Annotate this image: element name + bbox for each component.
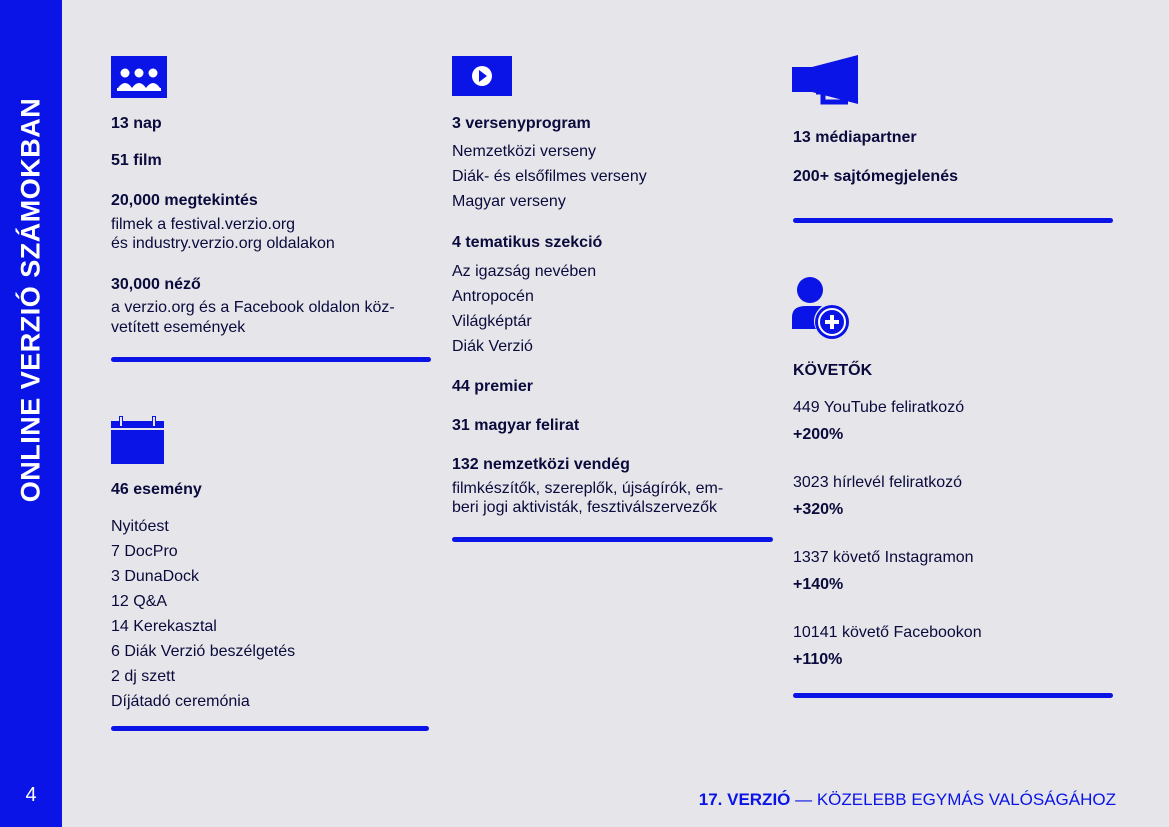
section-item: Diák Verzió [452, 338, 533, 355]
audience-icon [111, 56, 167, 98]
follower-label: 3023 hírlevél feliratkozó [793, 474, 962, 491]
follower-growth: +200% [793, 426, 844, 443]
event-item: 7 DocPro [111, 543, 178, 560]
follower-growth: +140% [793, 576, 844, 593]
event-item: 2 dj szett [111, 668, 176, 685]
stat-views-desc: és industry.verzio.org oldalakon [111, 235, 335, 252]
stat-views-heading: 20,000 megtekintés [111, 192, 258, 209]
divider [793, 693, 1113, 698]
stat-subtitles: 31 magyar felirat [452, 417, 580, 434]
followers-heading: KÖVETŐK [793, 362, 873, 379]
play-icon [452, 56, 512, 96]
page-number: 4 [25, 784, 37, 806]
follower-label: 449 YouTube feliratkozó [793, 399, 965, 416]
section-item: Antropocén [452, 288, 534, 305]
event-item: 3 DunaDock [111, 568, 200, 585]
program-item: Diák- és elsőfilmes verseny [452, 168, 647, 185]
stat-viewers-desc: vetített események [111, 319, 246, 336]
footer-edition: 17. VERZIÓ [698, 790, 791, 809]
stat-films: 51 film [111, 152, 162, 169]
divider [111, 726, 429, 731]
stat-press: 200+ sajtómegjelenés [793, 168, 958, 185]
megaphone-icon [792, 55, 860, 107]
divider [793, 218, 1113, 223]
follower-growth: +320% [793, 501, 844, 518]
sidebar [0, 0, 62, 827]
event-item: 14 Kerekasztal [111, 618, 217, 635]
sections-heading: 4 tematikus szekció [452, 234, 603, 251]
follower-label: 1337 követő Instagramon [793, 549, 974, 566]
divider [111, 357, 431, 362]
section-item: Az igazság nevében [452, 263, 597, 280]
stat-days: 13 nap [111, 115, 162, 132]
guests-heading: 132 nemzetközi vendég [452, 456, 630, 473]
event-item: Nyitóest [111, 518, 169, 535]
stat-viewers-heading: 30,000 néző [111, 276, 201, 293]
follower-growth: +110% [793, 651, 843, 668]
guests-desc: beri jogi aktivisták, fesztiválszervezők [452, 499, 717, 516]
page-title: ONLINE VERZIÓ SZÁMOKBAN [15, 97, 46, 503]
divider [452, 537, 773, 542]
stat-premieres: 44 premier [452, 378, 533, 395]
guests-desc: filmkészítők, szereplők, újságírók, em- [452, 480, 724, 497]
event-item: 12 Q&A [111, 593, 168, 610]
section-item: Világképtár [452, 313, 532, 330]
calendar-icon [111, 416, 164, 464]
event-item: 6 Diák Verzió beszélgetés [111, 643, 296, 660]
add-user-icon [792, 277, 852, 340]
stat-media-partners: 13 médiapartner [793, 129, 917, 146]
program-item: Magyar verseny [452, 193, 566, 210]
footer-tagline: — KÖZELEBB EGYMÁS VALÓSÁGÁHOZ [790, 790, 1116, 809]
event-item: Díjátadó ceremónia [111, 693, 250, 710]
follower-label: 10141 követő Facebookon [793, 624, 982, 641]
events-heading: 46 esemény [111, 481, 202, 498]
footer [699, 790, 1116, 810]
stat-views-desc: filmek a festival.verzio.org [111, 216, 296, 233]
stat-viewers-desc: a verzio.org és a Facebook oldalon köz- [111, 299, 395, 316]
program-item: Nemzetközi verseny [452, 143, 597, 160]
programs-heading: 3 versenyprogram [452, 115, 591, 132]
